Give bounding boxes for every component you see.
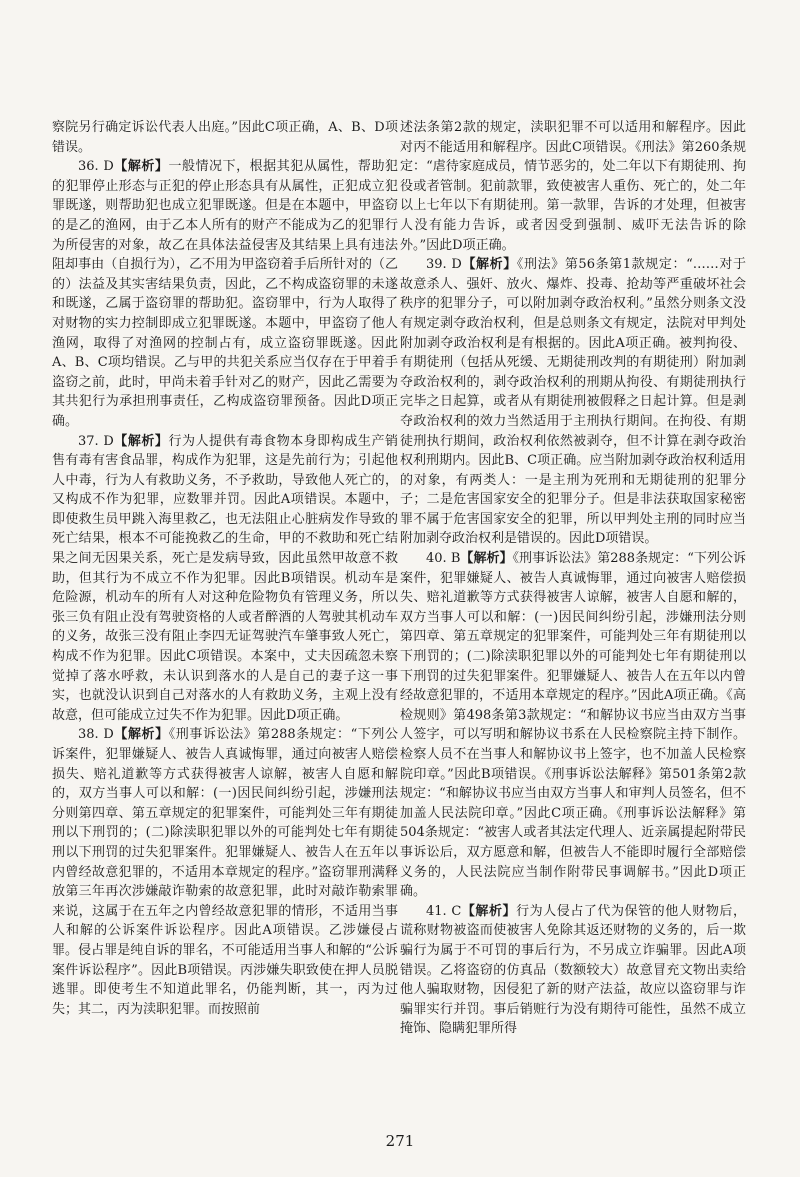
- answer-number: 36. D: [78, 159, 114, 175]
- analysis-label: 【解析】: [460, 551, 513, 567]
- analysis-label: 【解析】: [113, 727, 169, 743]
- analysis-text: 一般情况下，根据其犯从属性，帮助犯的犯罪停止形态与正犯的停止形态具有从属性，正犯成立犯罪既遂，则帮助犯也成立犯罪既遂。但是在本题中，甲盗窃的是乙的渔网，由于乙本人所有的财产不能成为乙的犯罪行为所侵害的对象，故乙在具体法益侵害及其结果上具有违法阻却事由（自损行为），乙不用为甲盗窃着手后所针对的（乙的）法益及其实害结果负责，因此，乙不构成盗窃罪的未遂和既遂，乙属于盗窃罪的帮助犯。盗窃罪中，行为人取得了对财物的实力控制即成立犯罪既遂。本题中，甲盗窃了他人渔网，取得了对渔网的控制占有，成立盗窃罪既遂。因此A、B、C项均错误。乙与甲的共犯关系应当仅存在于甲着手盗窃之前，此时，甲尚未着手针对乙的财产，因此乙需要为其共犯行为承担刑事责任，乙构成盗窃罪预备。因此D项正确。: [52, 159, 398, 429]
- analysis-label: 【解析】: [113, 159, 169, 175]
- left-column: [52, 118, 398, 1019]
- answer-37: [52, 432, 398, 726]
- analysis-text: 《刑事诉讼法》第288条规定：“下列公诉案件，犯罪嫌疑人、被告人真诚悔罪，通过向被害人赔偿损失、赔礼道歉等方式获得被害人谅解，被害人自愿和解的，双方当事人可以和解：(一)因民间纠纷引起，涉嫌刑法分则第四章、第五章规定的犯罪案件，可能判处三年有期徒刑以下刑罚的；(二)除渎职犯罪以外的可能判处七年有期徒刑以下刑罚的过失犯罪案件。犯罪嫌疑人、被告人在五年以内曾经故意犯罪的，不适用本章规定的程序。”盗窃罪刑满释放第三年再次涉嫌敲诈勒索的故意犯罪，此时对敲诈勒索罪来说，这属于在五年之内曾经故意犯罪的情形，不适用当事人和解的公诉案件诉讼程序。因此A项错误。乙涉嫌侵占罪。侵占罪是纯自诉的罪名，不可能适用当事人和解的“公诉案件诉讼程序”。因此B项错误。丙涉嫌失职致使在押人员脱逃罪。即使考生不知道此罪名，仍能判断，其一，丙为过失；其二，丙为渎职犯罪。而按照前: [52, 727, 398, 1017]
- analysis-label: 【解析】: [461, 257, 517, 273]
- answer-36: [52, 157, 398, 431]
- paragraph-continuation: 述法条第2款的规定，渎职犯罪不可以适用和解程序。因此对丙不能适用和解程序。因此C项错误。《刑法》第260条规定：“虐待家庭成员，情节恶劣的，处二年以下有期徒刑、拘役或者管制。犯前款罪，致使被害人重伤、死亡的，处二年以上七年以下有期徒刑。第一款罪，告诉的才处理，但被害人没有能力告诉，或者因受到强制、威吓无法告诉的除外。”因此D项正确。: [400, 120, 746, 253]
- paragraph-continuation: 察院另行确定诉讼代表人出庭。”因此C项正确，A、B、D项错误。: [52, 120, 398, 155]
- analysis-label: 【解析】: [461, 903, 517, 919]
- page-footer: [0, 1132, 800, 1150]
- answer-number: 41. C: [426, 903, 462, 919]
- analysis-text: 行为人提供有毒食物本身即构成生产销售有毒有害食品罪，构成作为犯罪，这是先前行为；引起他人中毒，行为人有救助义务，不予救助，导致他人死亡的，又构成不作为犯罪，应数罪并罚。因此A项错误。本题中，即使救生员甲跳入海里救乙，也无法阻止心脏病发作导致的死亡结果，根本不可能挽救乙的生命，甲的不救助和死亡结果之间无因果关系，死亡是发病导致，因此虽然甲故意不救助，但其行为不成立不作为犯罪。因此B项错误。机动车是危险源，机动车的所有人对这种危险物负有管理义务，所以张三负有阻止没有驾驶资格的人或者醉酒的人驾驶其机动车的义务，故张三没有阻止李四无证驾驶汽车肇事致人死亡，构成不作为犯罪。因此C项错误。本案中，丈夫因疏忽未察觉掉了落水呼救，未认识到落水的人是自己的妻子这一事实，也就没认识到自己对落水的人有救助义务，主观上没有故意，但可能成立过失不作为犯罪。因此D项正确。: [52, 433, 398, 723]
- answer-number: 38. D: [78, 727, 114, 743]
- answer-38: [52, 725, 398, 1019]
- analysis-label: 【解析】: [113, 433, 169, 449]
- analysis-text: 《刑法》第56条第1款规定：“……对于故意杀人、强奸、放火、爆炸、投毒、抢劫等严重破坏社会秩序的犯罪分子，可以附加剥夺政治权利。”虽然分则条文没有规定剥夺政治权利，但是总则条文有规定，法院对甲判处附加剥夺政治权利是有根据的。因此A项正确。被判拘役、有期徒刑（包括从死缓、无期徒刑改判的有期徒刑）附加剥夺政治权利的，剥夺政治权利的刑期从拘役、有期徒刑执行完毕之日起算，或者从有期徒刑被假释之日起计算。但是剥夺政治权利的效力当然适用于主刑执行期间。在拘役、有期徒刑执行期间，政治权利依然被剥夺，但不计算在剥夺政治权利刑期内。因此B、C项正确。应当附加剥夺政治权利适用的对象，有两类人：一是主刑为死刑和无期徒刑的犯罪分子；二是危害国家安全的犯罪分子。但是非法获取国家秘密罪不属于危害国家安全的犯罪，所以甲判处主刑的同时应当附加剥夺政治权利是错误的。因此D项错误。: [400, 257, 746, 547]
- answer-number: 40. B: [426, 551, 461, 567]
- answer-number: 39. D: [426, 257, 462, 273]
- answer-40: [400, 549, 746, 902]
- analysis-text: 行为人侵占了代为保管的他人财物后，谎称财物被盗而使被害人免除其返还财物的义务的，后一欺骗行为属于不可罚的事后行为，不另成立诈骗罪。因此A项错误。乙将盗窃的仿真品（数额较大）故意冒充文物出卖给他人骗取财物，因侵犯了新的财产法益，故应以盗窃罪与诈骗罪实行并罚。事后销赃行为没有期待可能性，虽然不成立掩饰、隐瞒犯罪所得: [400, 903, 746, 1037]
- answer-41: [400, 902, 746, 1039]
- answer-39: [400, 255, 746, 549]
- analysis-text: 《刑事诉讼法》第288条规定：“下列公诉案件，犯罪嫌疑人、被告人真诚悔罪，通过向被害人赔偿损失、赔礼道歉等方式获得被害人谅解，被害人自愿和解的，双方当事人可以和解：(一)因民间纠纷引起，涉嫌刑法分则第四章、第五章规定的犯罪案件，可能判处三年有期徒刑以下刑罚的；(二)除渎职犯罪以外的可能判处七年有期徒刑以下刑罚的过失犯罪案件。犯罪嫌疑人、被告人在五年以内曾经故意犯罪的，不适用本章规定的程序。”因此A项正确。《高检规则》第498条第3款规定：“和解协议书应当由双方当事人签字，可以写明和解协议书系在人民检察院主持下制作。检察人员不在当事人和解协议书上签字，也不加盖人民检察院印章。”因此B项错误。《刑事诉讼法解释》第501条第2款规定：“和解协议书应当由双方当事人和审判人员签名，但不加盖人民法院印章。”因此C项正确。《刑事诉讼法解释》第504条规定：“被害人或者其法定代理人、近亲属提起附带民事诉讼后，双方愿意和解，但被告人不能即时履行全部赔偿义务的，人民法院应当制作附带民事调解书。”因此D项正确。: [400, 551, 746, 900]
- answer-number: 37. D: [78, 433, 114, 449]
- right-column: [400, 118, 746, 1039]
- page-number: 271: [385, 1132, 415, 1150]
